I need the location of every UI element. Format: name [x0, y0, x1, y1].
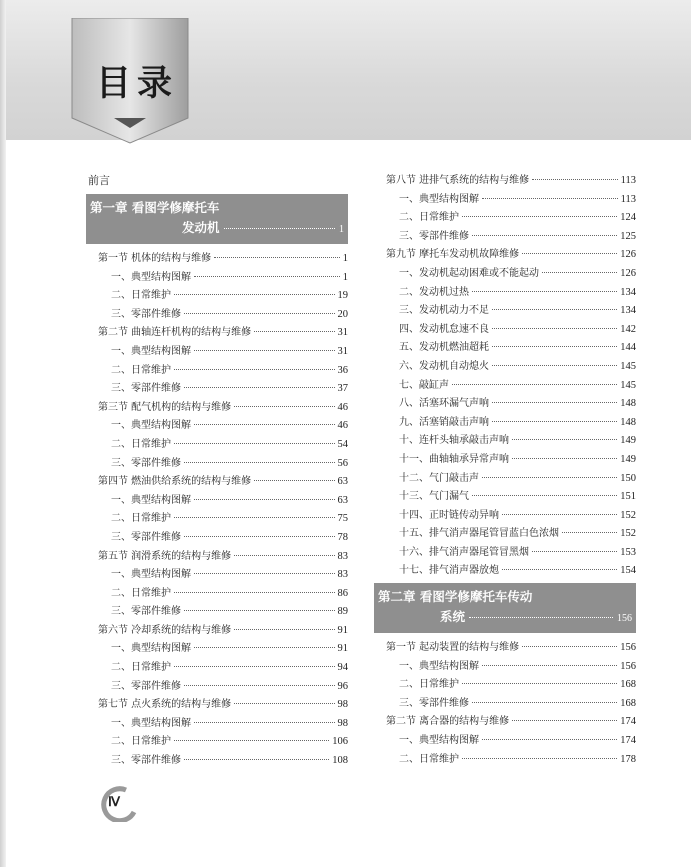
- entry-page-number: 168: [620, 679, 636, 691]
- toc-item-entry[interactable]: [374, 228, 636, 247]
- chapter-title-text: 系统: [440, 609, 466, 625]
- leader-dots: [482, 477, 617, 478]
- entry-label: 二、日常维护: [111, 364, 171, 376]
- toc-right-column: [374, 172, 636, 769]
- entry-page-number: 150: [620, 472, 636, 484]
- toc-item-entry[interactable]: [374, 358, 636, 377]
- leader-dots: [184, 387, 335, 388]
- leader-dots: [184, 462, 335, 463]
- leader-dots: [224, 228, 335, 229]
- toc-item-entry[interactable]: [86, 603, 348, 622]
- toc-item-entry[interactable]: [374, 751, 636, 770]
- entry-label: 三、零部件维修: [111, 606, 181, 618]
- entry-page-number: 134: [620, 305, 636, 317]
- toc-item-entry[interactable]: [86, 585, 348, 604]
- leader-dots: [234, 703, 334, 704]
- entry-label: 五、发动机燃油超耗: [399, 342, 489, 354]
- entry-page-number: 78: [337, 531, 348, 543]
- leader-dots: [492, 309, 617, 310]
- leader-dots: [184, 610, 335, 611]
- toc-section-entry[interactable]: [86, 473, 348, 492]
- entry-label: 第一节 起动装置的结构与维修: [386, 642, 520, 654]
- toc-item-entry[interactable]: [374, 732, 636, 751]
- leader-dots: [194, 573, 335, 574]
- chapter-title-line1: 第二章 看图学修摩托车传动: [378, 589, 533, 605]
- toc-item-entry[interactable]: [374, 676, 636, 695]
- leader-dots: [254, 331, 334, 332]
- entry-page-number: 19: [337, 290, 348, 302]
- toc-item-entry[interactable]: [86, 659, 348, 678]
- toc-item-entry[interactable]: [374, 562, 636, 581]
- toc-item-entry[interactable]: [86, 455, 348, 474]
- entry-page-number: 152: [620, 528, 636, 540]
- leader-dots: [522, 253, 617, 254]
- entry-label: 第四节 燃油供给系统的结构与维修: [98, 476, 252, 488]
- entry-page-number: 31: [337, 327, 348, 339]
- entry-label: 二、日常维护: [399, 212, 459, 224]
- leader-dots: [174, 592, 335, 593]
- entry-label: 二、日常维护: [111, 438, 171, 450]
- chapter-title-line1: 第一章 看图学修摩托车: [90, 200, 220, 215]
- toc-item-entry[interactable]: [86, 380, 348, 399]
- leader-dots: [512, 720, 617, 721]
- leader-dots: [174, 517, 335, 518]
- chapter-page-number: 156: [617, 613, 632, 625]
- leader-dots: [254, 480, 334, 481]
- leader-dots: [542, 272, 617, 273]
- entry-label: 第六节 冷却系统的结构与维修: [98, 624, 232, 636]
- toc-item-entry[interactable]: [374, 432, 636, 451]
- entry-page-number: 151: [620, 491, 636, 503]
- entry-label: 二、日常维护: [111, 662, 171, 674]
- entry-page-number: 124: [620, 212, 636, 224]
- toc-item-entry[interactable]: [86, 306, 348, 325]
- leader-dots: [492, 328, 617, 329]
- entry-page-number: 174: [620, 716, 636, 728]
- toc-section-entry[interactable]: [374, 172, 636, 191]
- entry-page-number: 91: [337, 624, 348, 636]
- entry-page-number: 148: [620, 398, 636, 410]
- entry-label: 十四、正时链传动异响: [399, 509, 499, 521]
- toc-chapter-heading[interactable]: [374, 583, 636, 633]
- toc-preface[interactable]: 前言: [88, 174, 110, 187]
- leader-dots: [492, 421, 617, 422]
- entry-label: 第九节 摩托车发动机故障维修: [386, 249, 520, 261]
- leader-dots: [469, 617, 613, 618]
- leader-dots: [194, 350, 335, 351]
- entry-page-number: 98: [337, 717, 348, 729]
- entry-page-number: 54: [337, 438, 348, 450]
- toc-item-entry[interactable]: [374, 209, 636, 228]
- entry-label: 一、典型结构图解: [111, 643, 191, 655]
- entry-label: 三、零部件维修: [111, 531, 181, 543]
- entry-page-number: 96: [337, 680, 348, 692]
- entry-page-number: 152: [620, 509, 636, 521]
- leader-dots: [194, 647, 335, 648]
- leader-dots: [532, 179, 617, 180]
- entry-page-number: 144: [620, 342, 636, 354]
- leader-dots: [194, 499, 335, 500]
- entry-label: 第八节 进排气系统的结构与维修: [386, 175, 530, 186]
- entry-page-number: 63: [337, 494, 348, 506]
- entry-label: 二、日常维护: [111, 587, 171, 599]
- entry-label: 二、日常维护: [111, 513, 171, 525]
- toc-section-entry[interactable]: [374, 713, 636, 732]
- entry-page-number: 98: [337, 699, 348, 711]
- entry-label: 一、典型结构图解: [111, 494, 191, 506]
- entry-page-number: 83: [337, 550, 348, 562]
- leader-dots: [194, 722, 335, 723]
- leader-dots: [522, 646, 617, 647]
- entry-label: 一、典型结构图解: [111, 345, 191, 357]
- leader-dots: [462, 216, 617, 217]
- chapter-title-line2: [378, 607, 636, 629]
- entry-page-number: 125: [620, 230, 636, 242]
- chapter-title-text: 发动机: [182, 220, 220, 235]
- entry-page-number: 106: [332, 736, 348, 748]
- entry-page-number: 46: [337, 401, 348, 413]
- leader-dots: [492, 365, 617, 366]
- leader-dots: [184, 313, 335, 314]
- entry-label: 三、零部件维修: [111, 457, 181, 469]
- toc-item-entry[interactable]: [86, 492, 348, 511]
- toc-item-entry[interactable]: [86, 510, 348, 529]
- leader-dots: [234, 555, 334, 556]
- entry-label: 十、连杆头轴承敲击声响: [399, 435, 509, 447]
- entry-page-number: 46: [337, 420, 348, 432]
- leader-dots: [214, 257, 340, 258]
- entry-label: 十一、曲轴轴承异常声响: [399, 453, 509, 465]
- toc-item-entry[interactable]: [374, 321, 636, 340]
- leader-dots: [174, 294, 335, 295]
- entry-page-number: 156: [620, 642, 636, 654]
- entry-label: 三、零部件维修: [111, 680, 181, 692]
- entry-label: 第二节 曲轴连杆机构的结构与维修: [98, 327, 252, 339]
- toc-item-entry[interactable]: [374, 658, 636, 677]
- entry-label: 一、典型结构图解: [111, 420, 191, 432]
- entry-label: 一、典型结构图解: [111, 569, 191, 581]
- entry-page-number: 126: [620, 249, 636, 261]
- entry-label: 一、典型结构图解: [399, 660, 479, 672]
- entry-label: 十三、气门漏气: [399, 491, 469, 503]
- toc-item-entry[interactable]: [86, 436, 348, 455]
- entry-page-number: 126: [620, 267, 636, 279]
- leader-dots: [174, 740, 329, 741]
- leader-dots: [174, 443, 335, 444]
- leader-dots: [482, 739, 617, 740]
- leader-dots: [492, 346, 617, 347]
- entry-page-number: 153: [620, 546, 636, 558]
- entry-label: 一、典型结构图解: [399, 193, 479, 205]
- entry-label: 三、零部件维修: [399, 230, 469, 242]
- entry-page-number: 89: [337, 606, 348, 618]
- toc-item-entry[interactable]: [86, 640, 348, 659]
- toc-item-entry[interactable]: [86, 752, 348, 771]
- leader-dots: [482, 665, 617, 666]
- entry-page-number: 75: [337, 513, 348, 525]
- entry-label: 一、典型结构图解: [399, 735, 479, 747]
- entry-label: 九、活塞销敲击声响: [399, 416, 489, 428]
- entry-label: 二、日常维护: [399, 753, 459, 765]
- entry-page-number: 108: [332, 755, 348, 767]
- toc-item-entry[interactable]: [86, 529, 348, 548]
- leader-dots: [562, 532, 617, 533]
- entry-page-number: 156: [620, 660, 636, 672]
- toc-item-entry[interactable]: [86, 417, 348, 436]
- toc-item-entry[interactable]: [374, 395, 636, 414]
- toc-section-entry[interactable]: [86, 250, 348, 269]
- entry-label: 十二、气门敲击声: [399, 472, 479, 484]
- entry-page-number: 154: [620, 565, 636, 577]
- toc-item-entry[interactable]: [374, 265, 636, 284]
- entry-label: 十六、排气消声器尾管冒黑烟: [399, 546, 529, 558]
- page-title: 目录: [96, 64, 179, 104]
- entry-label: 七、敲缸声: [399, 379, 449, 391]
- toc-item-entry[interactable]: [86, 343, 348, 362]
- entry-label: 六、发动机自动熄火: [399, 360, 489, 372]
- entry-label: 二、发动机过热: [399, 286, 469, 298]
- entry-page-number: 20: [337, 308, 348, 320]
- entry-page-number: 113: [620, 175, 636, 186]
- entry-label: 四、发动机怠速不良: [399, 323, 489, 335]
- entry-page-number: 1: [342, 271, 348, 283]
- entry-page-number: 1: [342, 253, 348, 264]
- entry-page-number: 94: [337, 662, 348, 674]
- entry-page-number: 83: [337, 569, 348, 581]
- toc-item-entry[interactable]: [86, 733, 348, 752]
- leader-dots: [462, 683, 617, 684]
- toc-section-entry[interactable]: [86, 696, 348, 715]
- entry-label: 三、发动机动力不足: [399, 305, 489, 317]
- leader-dots: [234, 406, 334, 407]
- entry-page-number: 145: [620, 379, 636, 391]
- leader-dots: [502, 569, 617, 570]
- entry-label: 十七、排气消声器放炮: [399, 565, 499, 577]
- entry-page-number: 149: [620, 435, 636, 447]
- entry-page-number: 86: [337, 587, 348, 599]
- entry-page-number: 134: [620, 286, 636, 298]
- toc-left-column: [86, 172, 348, 771]
- leader-dots: [472, 495, 617, 496]
- leader-dots: [194, 424, 335, 425]
- leader-dots: [174, 666, 335, 667]
- toc-chapter-heading[interactable]: [86, 194, 348, 244]
- toc-item-entry[interactable]: [374, 377, 636, 396]
- leader-dots: [184, 685, 335, 686]
- entry-page-number: 31: [337, 345, 348, 357]
- entry-label: 三、零部件维修: [111, 755, 181, 767]
- toc-item-entry[interactable]: [374, 525, 636, 544]
- toc-item-entry[interactable]: [86, 678, 348, 697]
- entry-label: 三、零部件维修: [111, 383, 181, 395]
- leader-dots: [502, 514, 617, 515]
- toc-section-entry[interactable]: [86, 622, 348, 641]
- entry-page-number: 174: [620, 735, 636, 747]
- entry-label: 十五、排气消声器尾管冒蓝白色浓烟: [399, 528, 559, 540]
- leader-dots: [482, 198, 618, 199]
- entry-page-number: 56: [337, 457, 348, 469]
- entry-page-number: 36: [337, 364, 348, 376]
- toc-item-entry[interactable]: [374, 339, 636, 358]
- leader-dots: [174, 369, 335, 370]
- leader-dots: [512, 439, 617, 440]
- toc-item-entry[interactable]: [374, 414, 636, 433]
- chapter-title-line2: [90, 218, 348, 240]
- toc-item-entry[interactable]: [374, 544, 636, 563]
- toc-item-entry[interactable]: [86, 566, 348, 585]
- toc-section-entry[interactable]: [374, 246, 636, 265]
- entry-label: 第五节 润滑系统的结构与维修: [98, 550, 232, 562]
- entry-page-number: 168: [620, 697, 636, 709]
- toc-section-entry[interactable]: [86, 399, 348, 418]
- entry-label: 一、典型结构图解: [111, 717, 191, 729]
- toc-item-entry[interactable]: [374, 488, 636, 507]
- entry-label: 二、日常维护: [111, 736, 171, 748]
- entry-label: 一、典型结构图解: [111, 271, 191, 283]
- entry-label: 二、日常维护: [399, 679, 459, 691]
- entry-label: 二、日常维护: [111, 290, 171, 302]
- entry-page-number: 37: [337, 383, 348, 395]
- toc-item-entry[interactable]: [374, 284, 636, 303]
- toc-item-entry[interactable]: [374, 695, 636, 714]
- toc-section-entry[interactable]: [374, 639, 636, 658]
- toc-section-entry[interactable]: [86, 324, 348, 343]
- leader-dots: [512, 458, 617, 459]
- leader-dots: [472, 235, 617, 236]
- leader-dots: [184, 759, 329, 760]
- toc-item-entry[interactable]: [374, 302, 636, 321]
- toc-item-entry[interactable]: [374, 507, 636, 526]
- entry-label: 三、零部件维修: [111, 308, 181, 320]
- toc-item-entry[interactable]: [86, 362, 348, 381]
- leader-dots: [452, 384, 617, 385]
- entry-label: 八、活塞环漏气声响: [399, 398, 489, 410]
- page-number: Ⅳ: [108, 794, 120, 809]
- leader-dots: [492, 402, 617, 403]
- chapter-page-number: 1: [339, 224, 344, 235]
- leader-dots: [472, 291, 617, 292]
- entry-page-number: 142: [620, 323, 636, 335]
- entry-page-number: 113: [620, 193, 636, 205]
- toc-item-entry[interactable]: [86, 715, 348, 734]
- entry-label: 第一节 机体的结构与维修: [98, 253, 212, 264]
- toc-item-entry[interactable]: [374, 470, 636, 489]
- entry-page-number: 145: [620, 360, 636, 372]
- entry-page-number: 178: [620, 753, 636, 765]
- toc-item-entry[interactable]: [374, 451, 636, 470]
- leader-dots: [184, 536, 335, 537]
- entry-page-number: 148: [620, 416, 636, 428]
- toc-item-entry[interactable]: [374, 191, 636, 210]
- entry-label: 三、零部件维修: [399, 697, 469, 709]
- page-number-badge: [96, 786, 146, 822]
- leader-dots: [462, 758, 617, 759]
- leader-dots: [532, 551, 617, 552]
- entry-label: 第七节 点火系统的结构与维修: [98, 699, 232, 711]
- toc-item-entry[interactable]: [86, 269, 348, 288]
- entry-page-number: 63: [337, 476, 348, 488]
- toc-section-entry[interactable]: [86, 548, 348, 567]
- entry-page-number: 149: [620, 453, 636, 465]
- page-edge-shadow: [0, 0, 6, 867]
- toc-item-entry[interactable]: [86, 287, 348, 306]
- entry-page-number: 91: [337, 643, 348, 655]
- entry-label: 第三节 配气机构的结构与维修: [98, 401, 232, 413]
- entry-label: 第二节 离合器的结构与维修: [386, 716, 510, 728]
- leader-dots: [234, 629, 334, 630]
- leader-dots: [472, 702, 617, 703]
- entry-label: 一、发动机起动困难或不能起动: [399, 267, 539, 279]
- leader-dots: [194, 276, 340, 277]
